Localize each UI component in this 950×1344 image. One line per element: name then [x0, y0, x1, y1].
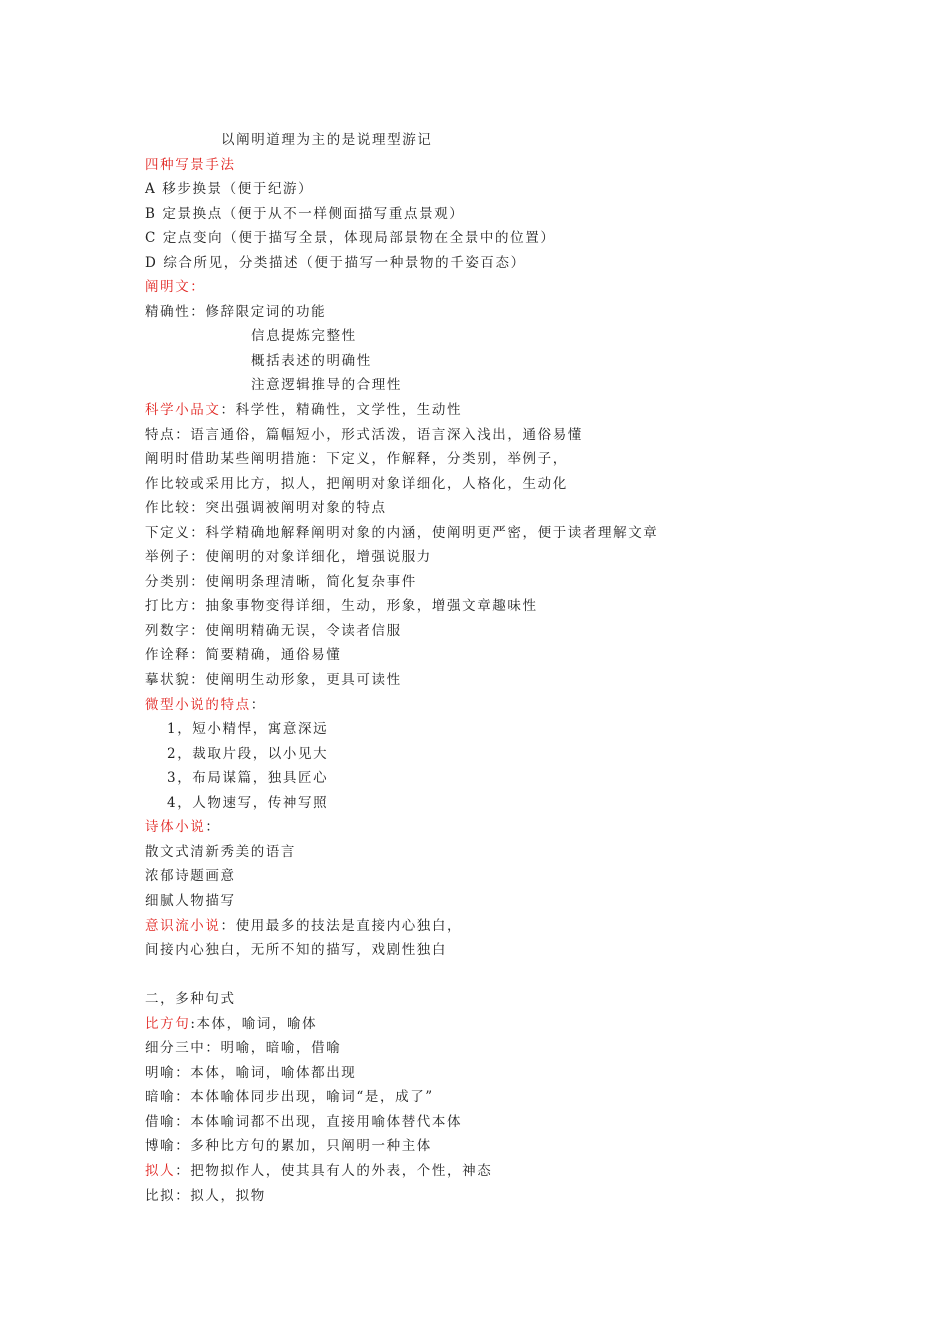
stream-consciousness-desc: ：使用最多的技法是直接内心独白， — [220, 917, 463, 934]
define-item: 下定义：科学精确地解释阐明对象的内涵，使阐明更严密，便于读者理解文章 — [145, 524, 659, 541]
explain-item: 作诠释：简要精确，通俗易懂 — [145, 647, 342, 664]
classify-item: 分类别：使阐明条理清晰，简化复杂事件 — [145, 573, 417, 590]
comparison-line: 作比较或采用比方，拟人，把阐明对象详细化，人格化，生动化 — [145, 475, 568, 492]
simile-line — [145, 1012, 845, 1037]
spacer — [145, 963, 845, 988]
document-page — [145, 128, 845, 1208]
heading-simile: 比方句 — [145, 1015, 191, 1032]
poetic-novel-line — [145, 815, 845, 840]
personification-desc: ：把物拟作人，使其具有人的外表，个性，神态 — [175, 1162, 493, 1179]
section-two-title: 二，多种句式 — [145, 991, 236, 1008]
heading-micro-fiction: 微型小说的特点 — [145, 696, 251, 713]
accuracy-sub-2: 概括表述的明确性 — [251, 352, 372, 369]
analogy-line: 比拟：拟人，拟物 — [145, 1187, 266, 1204]
accuracy-sub-1: 信息提炼完整性 — [251, 328, 357, 345]
heading-science-essay: 科学小品文 — [145, 402, 221, 419]
heading-scenery-methods: 四种写景手法 — [145, 156, 236, 173]
micro-fiction-item-3: 3，布局谋篇，独具匠心 — [167, 770, 329, 787]
example-item: 举例子：使阐明的对象详细化，增强说服力 — [145, 549, 432, 566]
numbers-item: 列数字：使阐明精确无误，令读者信服 — [145, 622, 402, 639]
poetic-novel-colon: ： — [205, 819, 221, 836]
method-c: C 定点变向（便于描写全景，体现局部景物在全景中的位置） — [145, 230, 556, 247]
heading-poetic-novel: 诗体小说 — [145, 819, 206, 836]
heading-exposition: 阐明文： — [145, 279, 206, 296]
features-line: 特点：语言通俗，篇幅短小，形式活泼，语言深入浅出，通俗易懂 — [145, 426, 583, 443]
poetic-novel-item-3: 细腻人物描写 — [145, 892, 236, 909]
simile-desc: :本体，喻词，喻体 — [190, 1015, 318, 1032]
heading-personification: 拟人 — [145, 1162, 176, 1179]
micro-fiction-item-4: 4，人物速写，传神写照 — [167, 794, 329, 811]
poetic-novel-item-2: 浓郁诗题画意 — [145, 868, 236, 885]
method-b: B 定景换点（便于从不一样侧面描写重点景观） — [145, 205, 465, 222]
micro-fiction-line — [145, 693, 845, 718]
method-d: D 综合所见，分类描述（便于描写一种景物的千姿百态） — [145, 254, 526, 271]
accuracy-sub-3: 注意逻辑推导的合理性 — [251, 377, 402, 394]
micro-fiction-item-2: 2，裁取片段，以小见大 — [167, 745, 329, 762]
explicit-simile: 明喻：本体，喻词，喻体都出现 — [145, 1064, 357, 1081]
travel-note-line: 以阐明道理为主的是说理型游记 — [221, 132, 433, 148]
heading-stream-consciousness: 意识流小说 — [145, 917, 221, 934]
micro-fiction-item-1: 1，短小精悍，寓意深远 — [167, 721, 329, 738]
extended-metaphor: 博喻：多种比方句的累加，只阐明一种主体 — [145, 1138, 432, 1155]
borrowed-metaphor: 借喻：本体喻词都不出现，直接用喻体替代本体 — [145, 1113, 463, 1130]
describe-item: 摹状貌：使阐明生动形象，更具可读性 — [145, 672, 402, 689]
method-a: A 移步换景（便于纪游） — [145, 181, 314, 198]
science-essay-desc: ：科学性，精确性，文学性，生动性 — [220, 402, 463, 419]
personification-line — [145, 1159, 845, 1184]
micro-fiction-colon: ： — [250, 696, 266, 713]
poetic-novel-item-1: 散文式清新秀美的语言 — [145, 843, 296, 860]
science-essay-line — [145, 398, 845, 423]
compare-item: 作比较：突出强调被阐明对象的特点 — [145, 500, 387, 517]
metaphor-item: 打比方：抽象事物变得详细，生动，形象，增强文章趣味性 — [145, 598, 538, 615]
simile-types: 细分三中：明喻，暗喻，借喻 — [145, 1040, 342, 1057]
methods-line: 阐明时借助某些阐明措施：下定义，作解释，分类别，举例子， — [145, 451, 568, 468]
stream-consciousness-line — [145, 914, 845, 939]
stream-consciousness-cont: 间接内心独白，无所不知的描写，戏剧性独白 — [145, 942, 447, 959]
accuracy-line: 精确性：修辞限定词的功能 — [145, 303, 327, 320]
implicit-metaphor: 暗喻：本体喻体同步出现，喻词“是，成了” — [145, 1089, 434, 1106]
